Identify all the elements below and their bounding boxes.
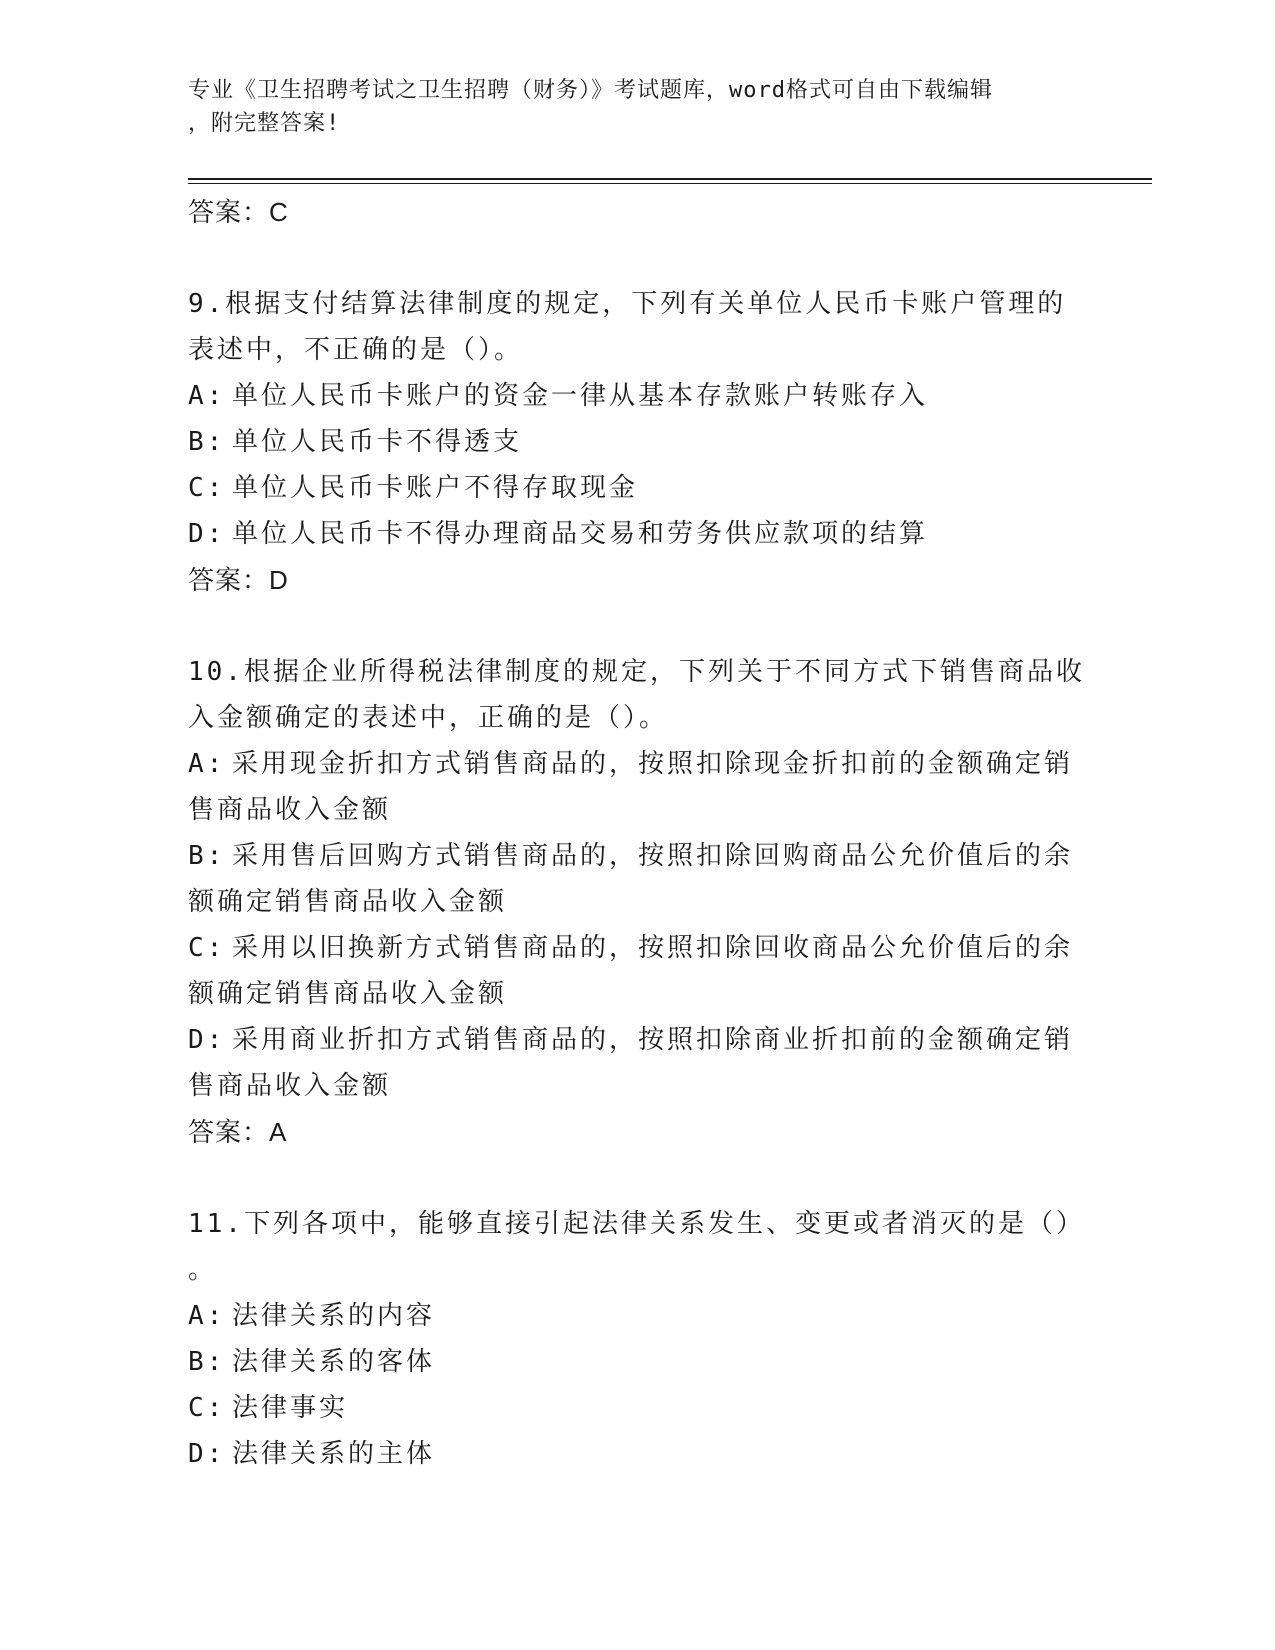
option-letter: D: bbox=[188, 1439, 226, 1469]
option-text: 法律事实 bbox=[232, 1393, 349, 1423]
question-stem-line: 。 bbox=[188, 1255, 218, 1285]
answer-line: 答案：D bbox=[188, 565, 289, 595]
option-letter: D: bbox=[188, 519, 226, 549]
option-letter: A: bbox=[188, 749, 226, 779]
option-continuation-line bbox=[188, 879, 1088, 925]
option-line bbox=[188, 925, 1088, 971]
option-letter: A: bbox=[188, 1301, 226, 1331]
option-letter: B: bbox=[188, 427, 226, 457]
option-continuation-line bbox=[188, 1063, 1088, 1109]
option-text: 采用现金折扣方式销售商品的，按照扣除现金折扣前的金额确定销 bbox=[232, 749, 1074, 779]
option-text: 法律关系的客体 bbox=[232, 1347, 436, 1377]
header-divider-thick bbox=[188, 178, 1152, 180]
option-text: 法律关系的内容 bbox=[232, 1301, 436, 1331]
answer-line: 答案：A bbox=[188, 1117, 288, 1147]
answer-line: 答案：C bbox=[188, 197, 289, 227]
option-text: 单位人民币卡不得透支 bbox=[232, 427, 523, 457]
option-line bbox=[188, 833, 1088, 879]
question-stem-line: 9.根据支付结算法律制度的规定，下列有关单位人民币卡账户管理的 bbox=[188, 289, 1067, 319]
question-block bbox=[188, 1201, 1088, 1477]
option-line bbox=[188, 1293, 1088, 1339]
question-block bbox=[188, 649, 1088, 1155]
option-line bbox=[188, 419, 1088, 465]
option-letter: D: bbox=[188, 1025, 226, 1055]
question-list bbox=[188, 189, 1088, 1477]
option-line bbox=[188, 1431, 1088, 1477]
question-block bbox=[188, 281, 1088, 603]
document-header bbox=[188, 74, 1068, 140]
option-continuation-line bbox=[188, 787, 1088, 833]
option-letter: B: bbox=[188, 1347, 226, 1377]
option-letter: C: bbox=[188, 933, 226, 963]
option-line bbox=[188, 1339, 1088, 1385]
option-line bbox=[188, 1385, 1088, 1431]
option-text: 单位人民币卡不得办理商品交易和劳务供应款项的结算 bbox=[232, 519, 929, 549]
option-line bbox=[188, 1017, 1088, 1063]
option-line bbox=[188, 741, 1088, 787]
question-stem-line: 10.根据企业所得税法律制度的规定，下列关于不同方式下销售商品收 bbox=[188, 657, 1085, 687]
option-line bbox=[188, 511, 1088, 557]
option-text: 采用售后回购方式销售商品的，按照扣除回购商品公允价值后的余 bbox=[232, 841, 1074, 871]
option-line bbox=[188, 465, 1088, 511]
header-divider-thin bbox=[188, 183, 1152, 184]
option-letter: C: bbox=[188, 473, 226, 503]
option-text: 采用以旧换新方式销售商品的，按照扣除回收商品公允价值后的余 bbox=[232, 933, 1074, 963]
option-text: 单位人民币卡账户的资金一律从基本存款账户转账存入 bbox=[232, 381, 929, 411]
option-text: 额确定销售商品收入金额 bbox=[188, 887, 508, 917]
header-line-2: ，附完整答案! bbox=[188, 111, 341, 136]
question-stem-line: 表述中，不正确的是（）。 bbox=[188, 335, 524, 365]
option-line bbox=[188, 373, 1088, 419]
option-letter: B: bbox=[188, 841, 226, 871]
option-text: 售商品收入金额 bbox=[188, 795, 392, 825]
option-text: 法律关系的主体 bbox=[232, 1439, 436, 1469]
header-line-1: 专业《卫生招聘考试之卫生招聘（财务）》考试题库，word格式可自由下载编辑 bbox=[188, 78, 993, 103]
question-stem-line: 11.下列各项中，能够直接引起法律关系发生、变更或者消灭的是（） bbox=[188, 1209, 1085, 1239]
option-letter: A: bbox=[188, 381, 226, 411]
option-text: 额确定销售商品收入金额 bbox=[188, 979, 508, 1009]
option-text: 单位人民币卡账户不得存取现金 bbox=[232, 473, 639, 503]
option-text: 售商品收入金额 bbox=[188, 1071, 392, 1101]
option-continuation-line bbox=[188, 971, 1088, 1017]
question-stem-line: 入金额确定的表述中，正确的是（）。 bbox=[188, 703, 669, 733]
option-letter: C: bbox=[188, 1393, 226, 1423]
option-text: 采用商业折扣方式销售商品的，按照扣除商业折扣前的金额确定销 bbox=[232, 1025, 1074, 1055]
